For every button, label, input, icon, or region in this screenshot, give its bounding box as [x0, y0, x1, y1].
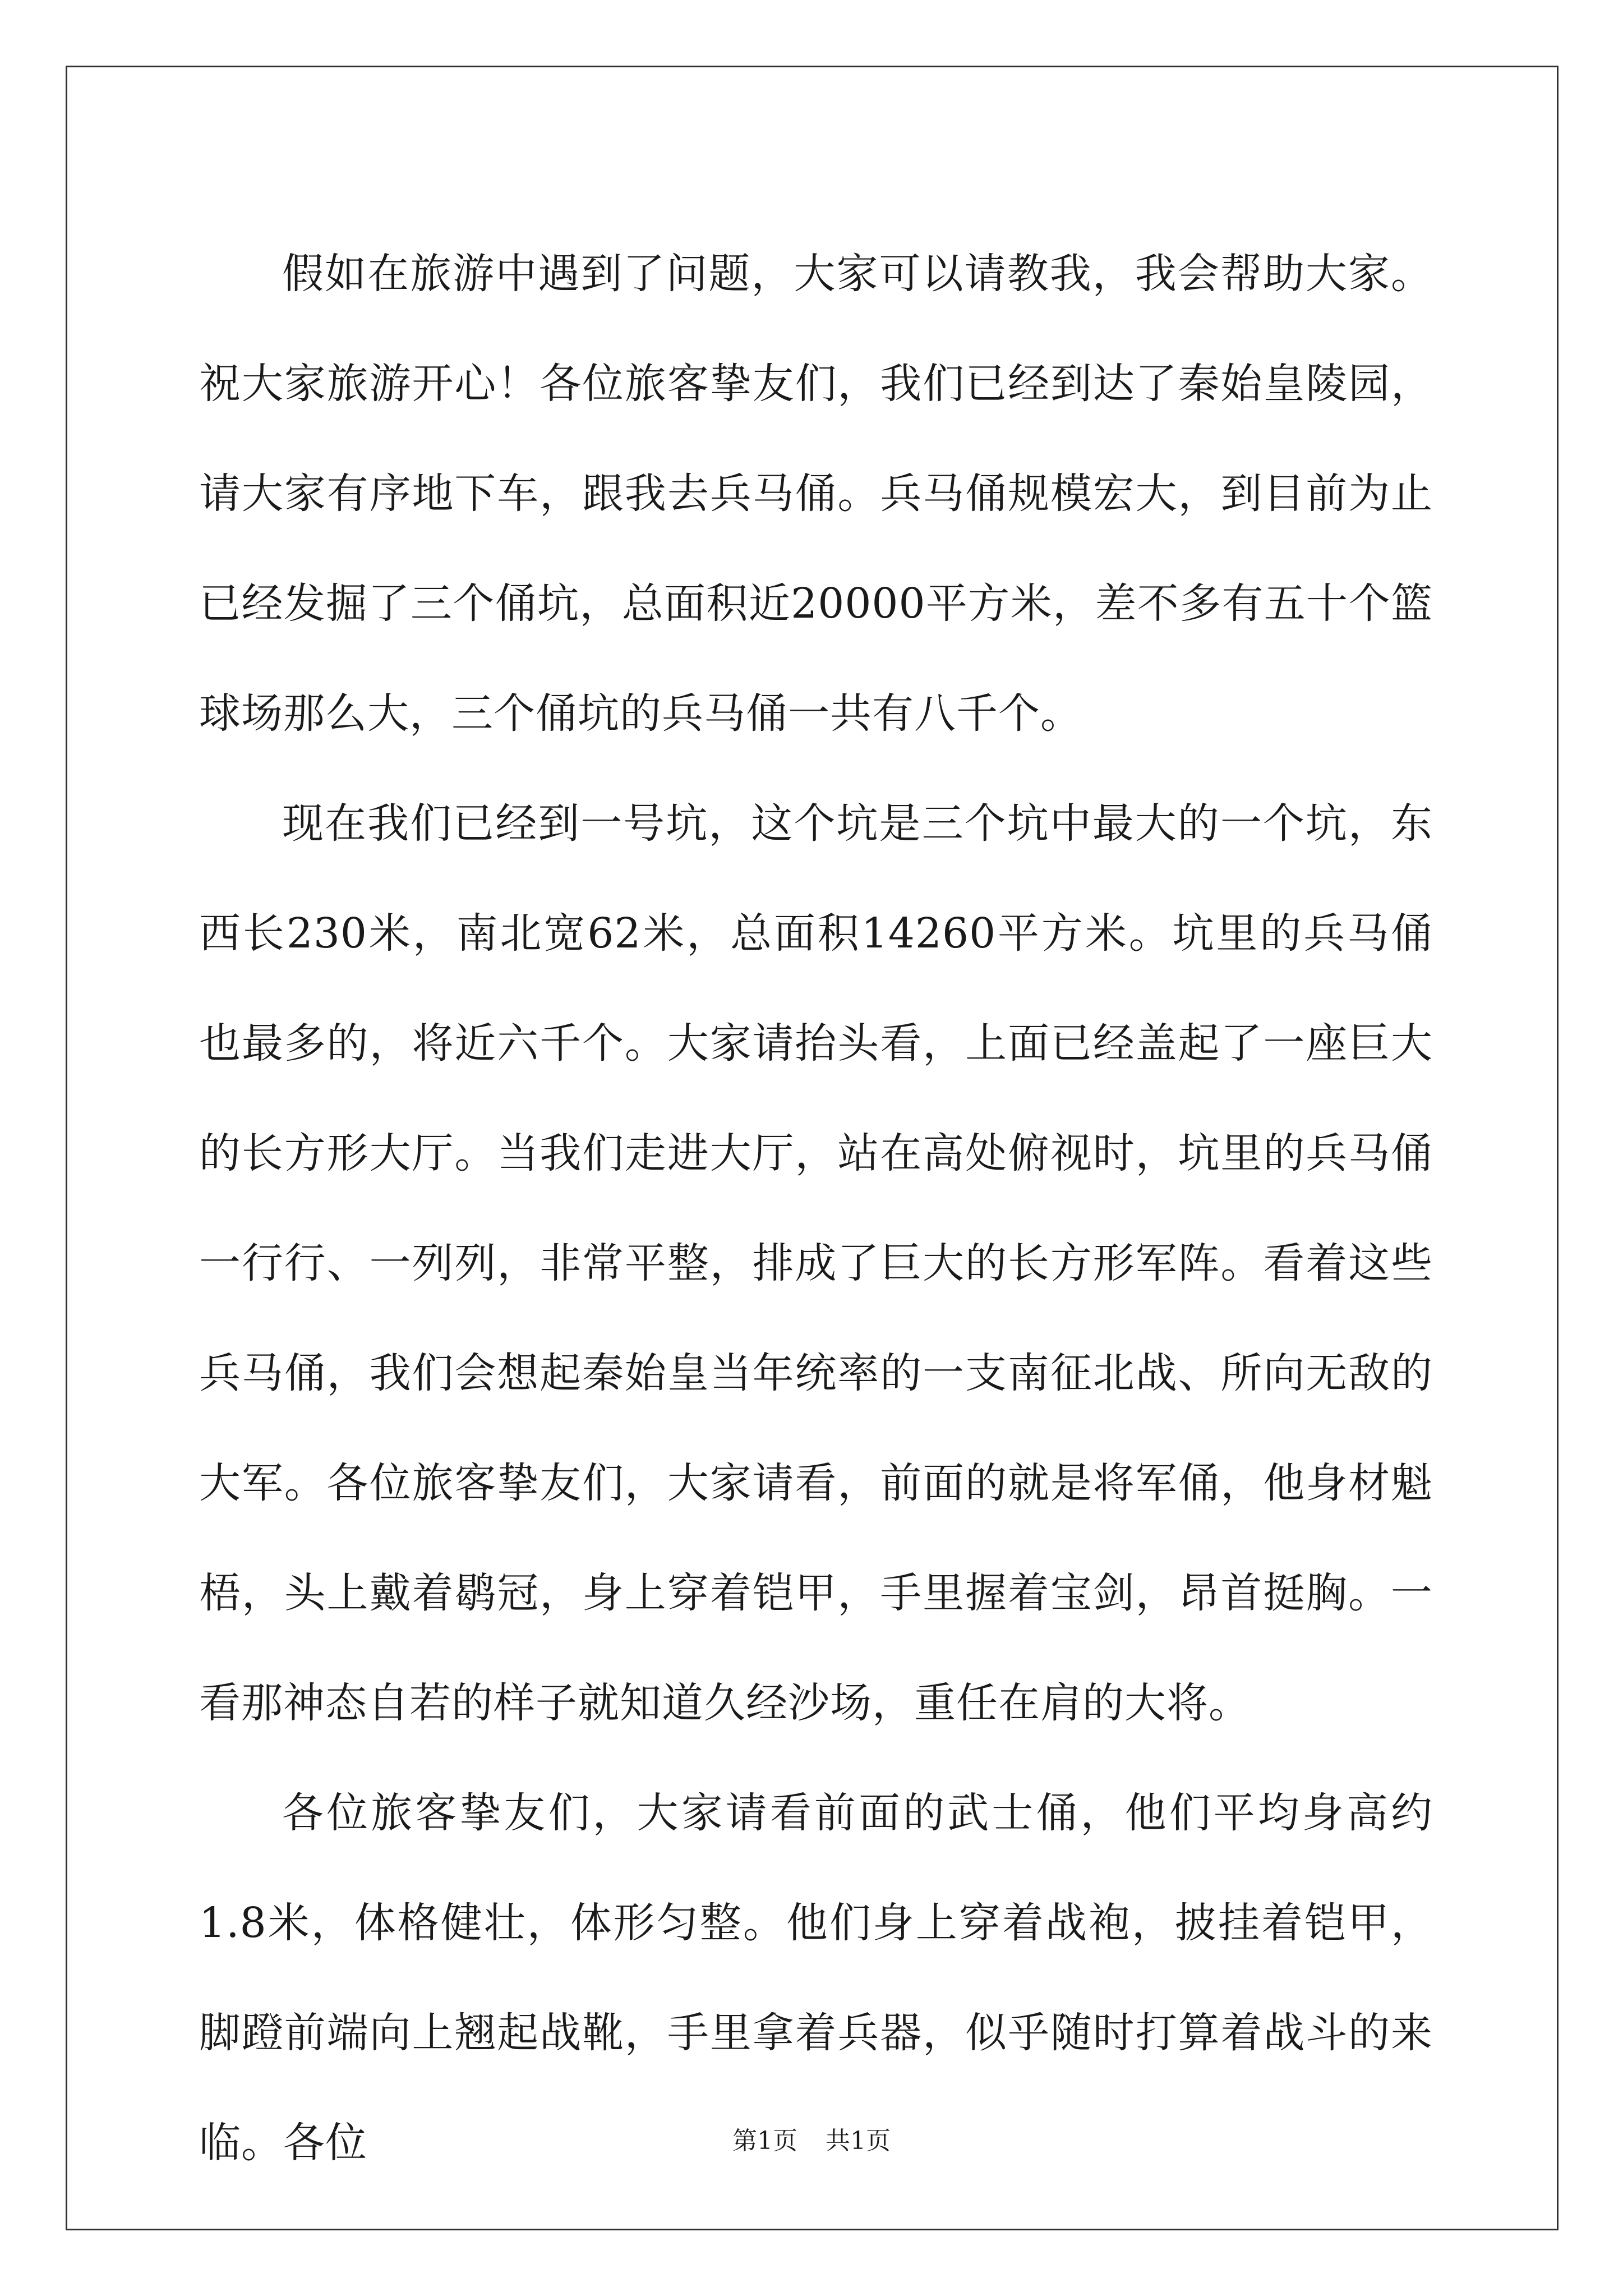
document-body — [199, 219, 1433, 2198]
paragraph-2: 现在我们已经到一号坑，这个坑是三个坑中最大的一个坑，东西长230米，南北宽62米，总面积14260平方米。坑里的兵马俑也最多的，将近六千个。大家请抬头看，上面已经盖起了一座巨大的长方形大厅。当我们走进大厅，站在高处俯视时，坑里的兵马俑一行行、一列列，非常平整，排成了巨大的长方形军阵。看着这些兵马俑，我们会想起秦始皇当年统率的一支南征北战、所向无敌的大军。各位旅客挚友们，大家请看，前面的就是将军俑，他身材魁梧，头上戴着鹖冠，身上穿着铠甲，手里握着宝剑，昂首挺胸。一看那神态自若的样子就知道久经沙场，重任在肩的大将。 — [199, 799, 1433, 1727]
paragraph-1: 假如在旅游中遇到了问题，大家可以请教我，我会帮助大家。祝大家旅游开心！各位旅客挚友们，我们已经到达了秦始皇陵园，请大家有序地下车，跟我去兵马俑。兵马俑规模宏大，到目前为止已经发掘了三个俑坑，总面积近20000平方米，差不多有五十个篮球场那么大，三个俑坑的兵马俑一共有八千个。 — [199, 250, 1433, 738]
page-footer — [0, 2120, 1623, 2156]
page-number: 第1页 — [732, 2127, 797, 2155]
paragraph-3: 各位旅客挚友们，大家请看前面的武士俑，他们平均身高约1.8米，体格健壮，体形匀整。他们身上穿着战袍，披挂着铠甲，脚蹬前端向上翘起战靴，手里拿着兵器，似乎随时打算着战斗的来临。各位 — [199, 1789, 1433, 2167]
page-total: 共1页 — [826, 2127, 891, 2155]
